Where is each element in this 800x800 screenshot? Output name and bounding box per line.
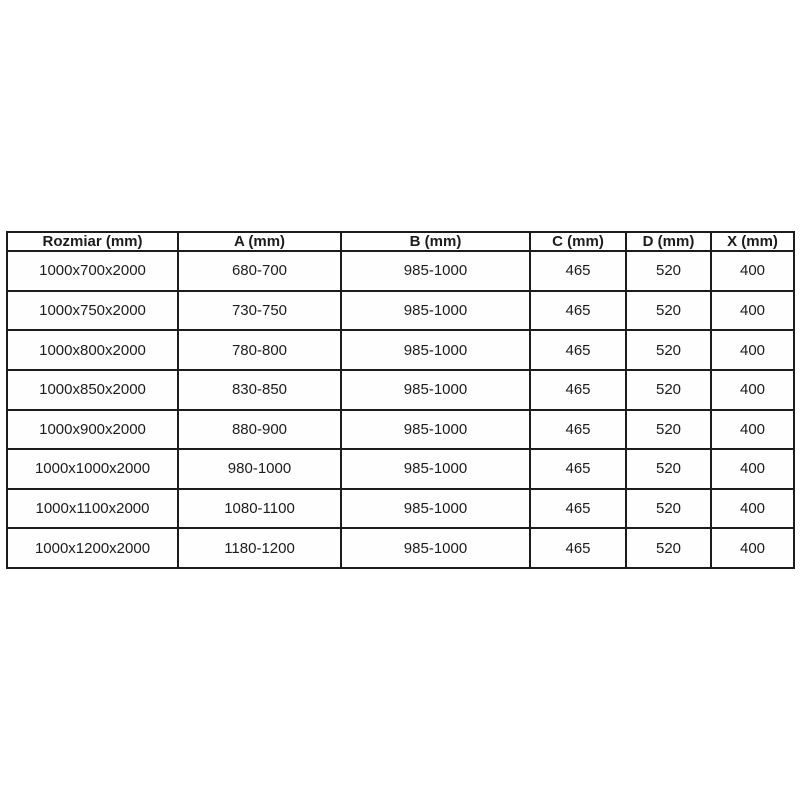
- table-cell: 1000x750x2000: [7, 291, 178, 331]
- table-row: [7, 489, 794, 529]
- table-row: [7, 370, 794, 410]
- table-header-cell: A (mm): [178, 232, 341, 251]
- table-cell: 400: [711, 449, 794, 489]
- table-cell: 520: [626, 251, 711, 291]
- table-row: [7, 528, 794, 568]
- table-row: [7, 251, 794, 291]
- table-cell: 465: [530, 410, 626, 450]
- table-header-cell: D (mm): [626, 232, 711, 251]
- table-cell: 400: [711, 251, 794, 291]
- table-cell: 400: [711, 370, 794, 410]
- table-cell: 520: [626, 330, 711, 370]
- table-cell: 465: [530, 330, 626, 370]
- table-cell: 985-1000: [341, 410, 530, 450]
- table-cell: 400: [711, 291, 794, 331]
- table-cell: 520: [626, 489, 711, 529]
- table-cell: 465: [530, 370, 626, 410]
- table-cell: 985-1000: [341, 330, 530, 370]
- table-cell: 465: [530, 449, 626, 489]
- dimensions-table: [6, 231, 795, 569]
- table-cell: 985-1000: [341, 291, 530, 331]
- table-cell: 400: [711, 489, 794, 529]
- table-cell: 1080-1100: [178, 489, 341, 529]
- table-cell: 680-700: [178, 251, 341, 291]
- table-row: [7, 330, 794, 370]
- table-cell: 400: [711, 410, 794, 450]
- table-cell: 465: [530, 528, 626, 568]
- table-cell: 985-1000: [341, 528, 530, 568]
- table-row: [7, 449, 794, 489]
- table-header-row: [7, 232, 794, 251]
- table-row: [7, 291, 794, 331]
- table-cell: 400: [711, 528, 794, 568]
- table-cell: 980-1000: [178, 449, 341, 489]
- table-cell: 1000x1100x2000: [7, 489, 178, 529]
- table-cell: 1000x850x2000: [7, 370, 178, 410]
- table-cell: 465: [530, 291, 626, 331]
- table-cell: 465: [530, 251, 626, 291]
- table-cell: 1000x900x2000: [7, 410, 178, 450]
- table-cell: 985-1000: [341, 251, 530, 291]
- table-cell: 520: [626, 410, 711, 450]
- table-cell: 830-850: [178, 370, 341, 410]
- table-header-cell: X (mm): [711, 232, 794, 251]
- table-cell: 730-750: [178, 291, 341, 331]
- table-cell: 780-800: [178, 330, 341, 370]
- table-header-cell: C (mm): [530, 232, 626, 251]
- table-cell: 1000x1200x2000: [7, 528, 178, 568]
- table-cell: 985-1000: [341, 370, 530, 410]
- table-cell: 985-1000: [341, 449, 530, 489]
- table-cell: 880-900: [178, 410, 341, 450]
- table-header-cell: Rozmiar (mm): [7, 232, 178, 251]
- table-header-cell: B (mm): [341, 232, 530, 251]
- table-cell: 1000x700x2000: [7, 251, 178, 291]
- table-cell: 520: [626, 528, 711, 568]
- table-cell: 520: [626, 291, 711, 331]
- table-cell: 1000x1000x2000: [7, 449, 178, 489]
- table-cell: 400: [711, 330, 794, 370]
- table-cell: 985-1000: [341, 489, 530, 529]
- table-cell: 1000x800x2000: [7, 330, 178, 370]
- table-body: [7, 251, 794, 568]
- table-row: [7, 410, 794, 450]
- table-cell: 1180-1200: [178, 528, 341, 568]
- table-cell: 465: [530, 489, 626, 529]
- table-cell: 520: [626, 370, 711, 410]
- table-cell: 520: [626, 449, 711, 489]
